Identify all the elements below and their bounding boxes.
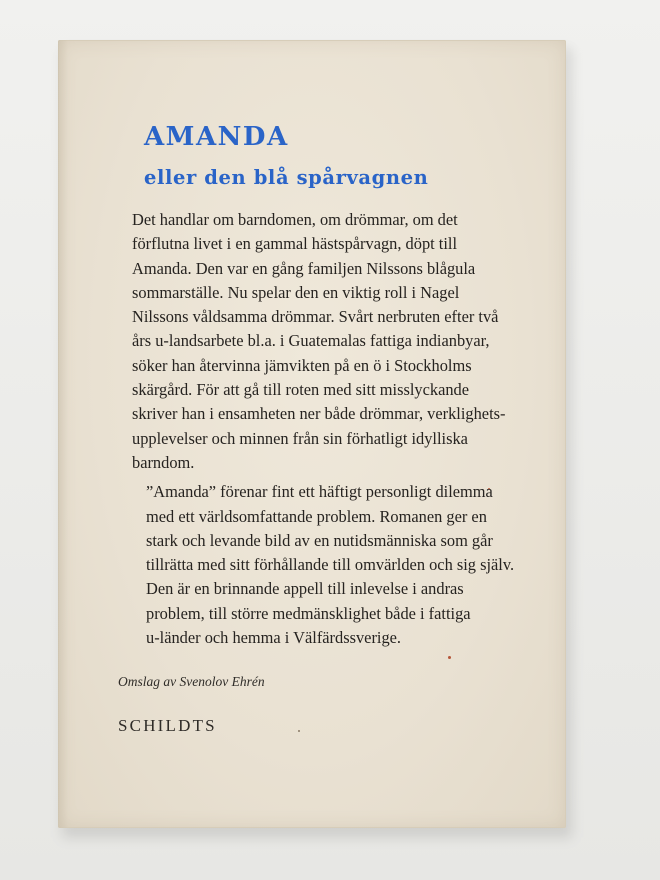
blurb-line: ”Amanda” förenar fint ett häftigt personligt dilemma bbox=[146, 482, 493, 502]
blurb-line: skriver han i ensamheten ner både drömmar, verklighets- bbox=[132, 404, 506, 424]
cover-credit: Omslag av Svenolov Ehrén bbox=[118, 674, 265, 689]
blurb-line: års u-landsarbete bl.a. i Guatemalas fattiga indianbyar, bbox=[132, 331, 490, 351]
blurb-line: söker han återvinna jämvikten på en ö i Stockholms bbox=[132, 355, 472, 375]
blurb-line: med ett världsomfattande problem. Romanen ger en bbox=[146, 506, 487, 526]
blurb-line: tillrätta med sitt förhållande till omvärlden och sig själv. bbox=[146, 555, 515, 575]
blurb-line: förflutna livet i en gammal hästspårvagn, döpt till bbox=[132, 234, 458, 254]
blurb-line: upplevelser och minnen från sin förhatligt idylliska bbox=[132, 428, 468, 448]
paper-speck bbox=[298, 730, 300, 732]
blurb bbox=[132, 208, 562, 650]
blurb-line: u-länder och hemma i Välfärdssverige. bbox=[146, 628, 402, 648]
publisher-name: SCHILDTS bbox=[118, 716, 217, 735]
blurb-paragraph-2 bbox=[132, 480, 562, 650]
blurb-line: stark och levande bild av en nutidsmänniska som går bbox=[146, 530, 493, 550]
blurb-line: barndom. bbox=[132, 452, 195, 472]
paper-speck bbox=[448, 656, 451, 659]
book-back-cover bbox=[58, 40, 566, 828]
blurb-line: skärgård. För att gå till roten med sitt misslyckande bbox=[132, 380, 470, 400]
book-subtitle: eller den blå spårvagnen bbox=[144, 166, 429, 189]
blurb-line: problem, till större medmänsklighet både i fattiga bbox=[146, 603, 471, 623]
cover-edge-wear bbox=[58, 40, 68, 828]
blurb-line: Nilssons våldsamma drömmar. Svårt nerbruten efter två bbox=[132, 307, 499, 327]
blurb-paragraph-1 bbox=[132, 208, 562, 475]
blurb-line: Den är en brinnande appell till inlevelse i andras bbox=[146, 579, 464, 599]
blurb-line: Det handlar om barndomen, om drömmar, om det bbox=[132, 210, 458, 229]
book-title: AMANDA bbox=[144, 122, 289, 152]
blurb-line: sommarställe. Nu spelar den en viktig roll i Nagel bbox=[132, 282, 460, 302]
blurb-line: Amanda. Den var en gång familjen Nilssons blågula bbox=[132, 258, 476, 278]
